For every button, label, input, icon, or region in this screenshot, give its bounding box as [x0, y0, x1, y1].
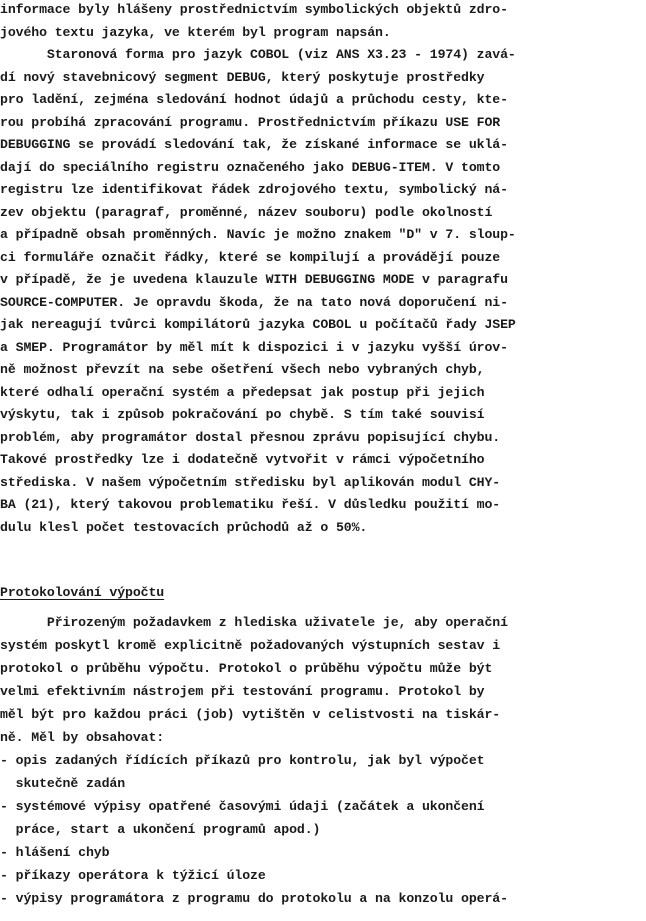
text-line: SOURCE-COMPUTER. Je opravdu škoda, že na tato nová doporučení ni- [0, 294, 508, 310]
text-line: DEBUGGING se provádí sledování tak, že získané informace se uklá- [0, 137, 508, 152]
text-line: systém poskytl kromě explicitně požadovaných výstupních sestav i [0, 638, 501, 653]
list-item: - opis zadaných řídících příkazů pro kontrolu, jak byl výpočet [0, 753, 485, 768]
text-line: výskytu, tak i způsob pokračování po chybě. S tím také souvisí [0, 407, 485, 422]
text-line: ně možnost převzít na sebe ošetření všech nebo vybraných chyb, [0, 362, 485, 377]
text-line: jak nereagují tvůrci kompilátorů jazyka COBOL u počítačů řady JSEP [0, 317, 516, 332]
text-line: pro ladění, zejména sledování hodnot údajů a průchodu cesty, kte- [0, 92, 508, 107]
text-line: velmi efektivním nástrojem při testování programu. Protokol by [0, 684, 485, 699]
text-line: BA (21), který takovou problematiku řeší. V důsledku použití mo- [0, 497, 501, 512]
text-line: jového textu jazyka, ve kterém byl program napsán. [0, 24, 391, 40]
text-line: a SMEP. Programátor by měl mít k dispozici i v jazyku vyšší úrov- [0, 339, 508, 355]
text-line: informace byly hlášeny prostřednictvím symbolických objektů zdro- [0, 2, 508, 17]
list-item-continuation: skutečně zadán [0, 776, 126, 791]
list-item: - systémové výpisy opatřené časovými údaji (začátek a ukončení [0, 799, 485, 814]
text-line: problém, aby programátor dostal přesnou zprávu popisující chybu. [0, 429, 501, 445]
text-line: ně. Měl by obsahovat: [0, 730, 165, 745]
text-line: dí nový stavebnicový segment DEBUG, který poskytuje prostředky [0, 69, 485, 85]
text-line: zev objektu (paragraf, proměnné, název souboru) podle okolností [0, 204, 493, 220]
text-line: protokol o průběhu výpočtu. Protokol o průběhu výpočtu může být [0, 661, 493, 676]
text-line: dají do speciálního registru označeného jako DEBUG-ITEM. V tomto [0, 159, 501, 175]
text-line: střediska. V našem výpočetním středisku byl aplikován modul CHY- [0, 474, 501, 490]
list-item: - hlášení chyb [0, 845, 110, 860]
text-line: které odhalí operační systém a předepsat jak postup při jejich [0, 384, 485, 400]
list-item: - příkazy operátora k týžicí úloze [0, 868, 266, 883]
text-line: Takové prostředky lze i dodatečně vytvořit v rámci výpočetního [0, 452, 485, 467]
text-line: dulu klesl počet testovacích průchodů až o 50%. [0, 519, 368, 535]
text-line: Staronová forma pro jazyk COBOL (viz ANS X3.23 - 1974) zavá- [0, 47, 516, 62]
text-line: měl být pro každou práci (job) vytištěn v celistvosti na tiskár- [0, 707, 501, 722]
text-line: a případně obsah proměnných. Navíc je možno znakem "D" v 7. sloup- [0, 227, 516, 242]
text-line: Přirozeným požadavkem z hlediska uživatele je, aby operační [0, 615, 508, 630]
text-line: rou probíhá zpracování programu. Prostřednictvím příkazu USE FOR [0, 114, 501, 130]
text-line: ci formuláře označit řádky, které se kompilují a provádějí pouze [0, 249, 501, 265]
list-item: - výpisy programátora z programu do protokolu a na konzolu operá- [0, 891, 508, 906]
list-item-continuation: práce, start a ukončení programů apod.) [0, 822, 321, 837]
section-heading: Protokolování výpočtu [0, 585, 165, 600]
text-line: v případě, že je uvedena klauzule WITH DEBUGGING MODE v paragrafu [0, 272, 508, 287]
text-line: registru lze identifikovat řádek zdrojového textu, symbolický ná- [0, 182, 508, 197]
